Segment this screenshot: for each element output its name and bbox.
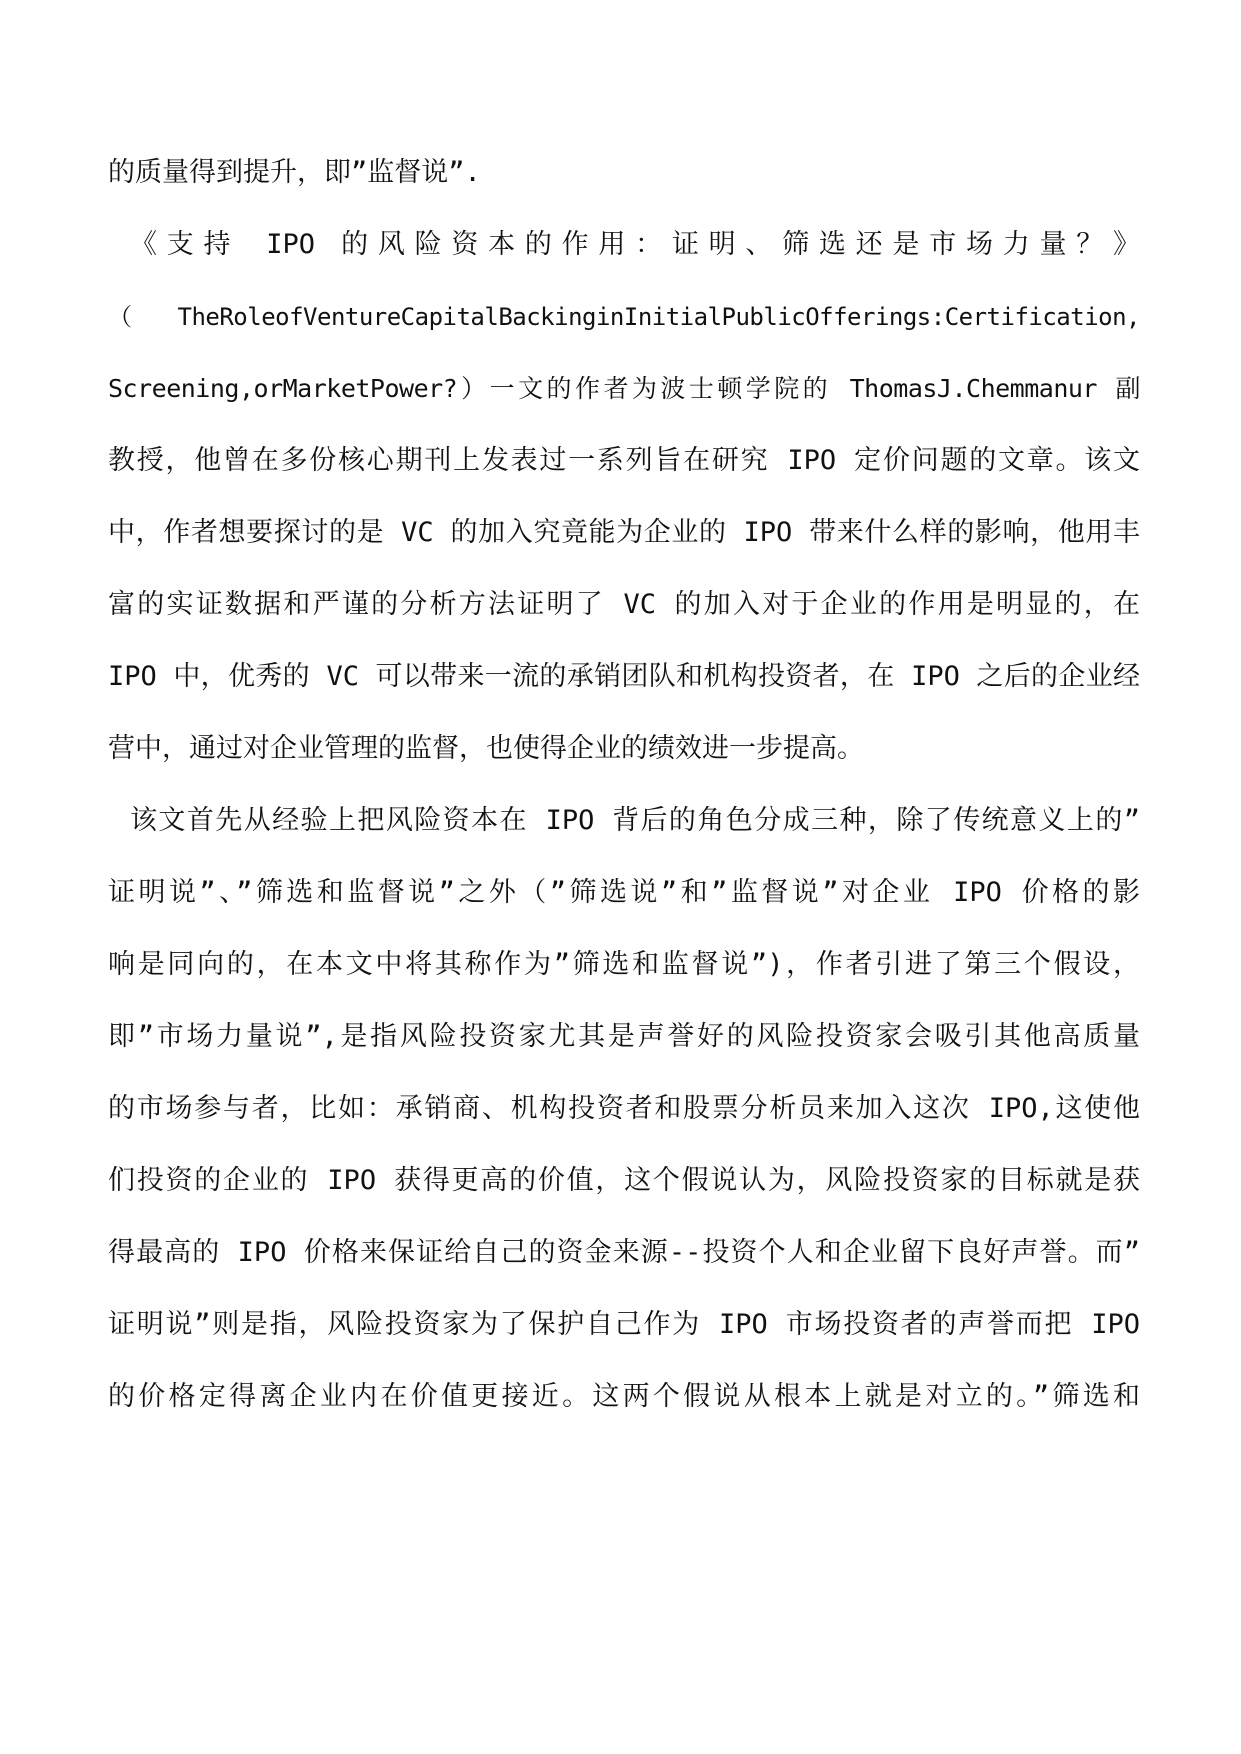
text-line: 证明说”则是指，风险投资家为了保护自己作为 IPO 市场投资者的声誉而把 IPO (108, 1309, 1140, 1340)
text-line: 该文首先从经验上把风险资本在 IPO 背后的角色分成三种，除了传统意义上的” (130, 805, 1140, 836)
text-line: 富的实证数据和严谨的分析方法证明了 VC 的加入对于企业的作用是明显的，在 (108, 589, 1140, 620)
text-line: 中，作者想要探讨的是 VC 的加入究竟能为企业的 IPO 带来什么样的影响，他用丰 (108, 517, 1140, 548)
text-line: 的市场参与者，比如：承销商、机构投资者和股票分析员来加入这次 IPO,这使他 (108, 1093, 1140, 1124)
text-line: 的价格定得离企业内在价值更接近。这两个假说从根本上就是对立的。”筛选和 (108, 1381, 1140, 1412)
text-line: 营中，通过对企业管理的监督，也使得企业的绩效进一步提高。 (108, 733, 864, 764)
text-line: Screening,orMarketPower?）一文的作者为波士顿学院的 ThomasJ.Chemmanur 副 (108, 374, 1140, 403)
text-line: 得最高的 IPO 价格来保证给自己的资金来源--投资个人和企业留下良好声誉。而” (108, 1237, 1140, 1268)
text-line: （TheRoleofVentureCapitalBackinginInitialPublicOfferings:Certification, (108, 303, 1140, 331)
text-line: 《支持 IPO 的风险资本的作用：证明、筛选还是市场力量？》 (130, 229, 1140, 260)
text-line: 证明说”、”筛选和监督说”之外（”筛选说”和”监督说”对企业 IPO 价格的影 (108, 877, 1140, 908)
text-line: 教授，他曾在多份核心期刊上发表过一系列旨在研究 IPO 定价问题的文章。该文 (108, 445, 1140, 476)
text-line: IPO 中，优秀的 VC 可以带来一流的承销团队和机构投资者，在 IPO 之后的企业经 (108, 661, 1140, 692)
text-line: 们投资的企业的 IPO 获得更高的价值，这个假说认为，风险投资家的目标就是获 (108, 1165, 1140, 1196)
text-line: 的质量得到提升，即”监督说”. (108, 157, 481, 188)
text-line: 响是同向的，在本文中将其称作为”筛选和监督说”)，作者引进了第三个假设， (108, 949, 1140, 980)
text-line: 即”市场力量说”,是指风险投资家尤其是声誉好的风险投资家会吸引其他高质量 (108, 1021, 1140, 1052)
